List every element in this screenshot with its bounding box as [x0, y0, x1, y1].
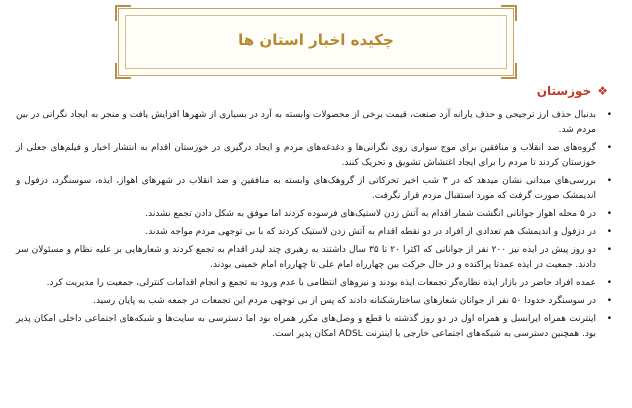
- list-item: [16, 174, 614, 204]
- list-item: [16, 108, 614, 138]
- bullet-icon: •: [606, 296, 612, 306]
- list-item-text: عمده افراد حاضر در بازار ایذه نظاره‌گر تجمعات ایذه بودند و نیروهای انتظامی با عدم ورود به تجمع و انجام اقدامات کنترلی، جمعیت را مدیریت کرد.: [46, 278, 596, 288]
- bullet-icon: •: [606, 314, 612, 324]
- list-item-text: دو روز پیش در ایذه نیز ۲۰۰ نفر از جوانانی که اکثرا ۲۰ تا ۳۵ سال داشتند به رهبری چند لیدر اقدام به تجمع کردند و شعارهایی بر علیه نظام و مسئولان سر دادند. جمعیت در ایذه عمدتا پراکنده و در حال حرکت بین چهارراه امام علی تا چهارراه امام خمینی بودند.: [16, 245, 596, 270]
- list-item-text: در دزفول و اندیمشک هم تعدادی از افراد در دو نقطه اقدام به آتش زدن لاستیک کردند که با بی توجهی مردم مواجه شدند.: [145, 227, 596, 237]
- section-heading-label: خوزستان: [536, 84, 592, 98]
- bullet-icon: •: [606, 278, 612, 288]
- bullet-icon: •: [606, 209, 612, 219]
- frame-corner-ornament: [501, 5, 517, 21]
- list-item: [16, 141, 614, 171]
- news-list: [16, 108, 614, 345]
- list-item: [16, 312, 614, 342]
- frame-corner-ornament: [115, 63, 131, 79]
- frame-corner-ornament: [115, 5, 131, 21]
- list-item-text: بررسی‌های میدانی نشان میدهد که در ۳ شب اخیر تحرکاتی از گروهک‌های وابسته به منافقین و ضد انقلاب در شهرهای اهواز، ایذه، سوسنگرد، دزفول و اندیمشک صورت گرفت که مورد استقبال مردم قرار نگرفت.: [16, 176, 596, 201]
- list-item: [16, 276, 614, 291]
- diamond-bullet-icon: ❖: [597, 84, 608, 98]
- section-heading: [537, 84, 608, 98]
- list-item-text: گروه‌های ضد انقلاب و منافقین برای موج سواری روی نگرانی‌ها و دغدغه‌های مردم و ایجاد درگیری در خوزستان اقدام به انتشار اخبار و فیلم‌های جعلی از خوزستان کردند تا مردم را برای ایجاد اغتشاش تشویق و تحریک کنند.: [16, 143, 596, 168]
- title-frame: [118, 8, 514, 76]
- bullet-icon: •: [606, 110, 612, 120]
- list-item: [16, 294, 614, 309]
- list-item: [16, 207, 614, 222]
- list-item: [16, 225, 614, 240]
- list-item-text: در سوسنگرد حدودا ۵۰ نفر از جوانان شعارهای ساختارشکنانه دادند که پس از بی توجهی مردم این تجمعات در جمعه شب به پایان رسید.: [93, 296, 596, 306]
- bullet-icon: •: [606, 245, 612, 255]
- list-item-text: در ۵ محله اهواز جوانانی انگشت شمار اقدام به آتش زدن لاستیک‌های فرسوده کردند اما موفق به شکل دادن تجمع نشدند.: [145, 209, 596, 219]
- bullet-icon: •: [606, 227, 612, 237]
- bullet-icon: •: [606, 176, 612, 186]
- list-item: [16, 243, 614, 273]
- bullet-icon: •: [606, 143, 612, 153]
- list-item-text: بدنبال حذف ارز ترجیحی و حذف یارانه آرد صنعت، قیمت برخی از محصولات وابسته به آرد در بسیاری از شهرها افزایش یافت و منجر به ایجاد نگرانی در بین مردم شد.: [16, 110, 596, 135]
- frame-corner-ornament: [501, 63, 517, 79]
- list-item-text: اینترنت همراه ایرانسل و همراه اول در دو روز گذشته با قطع و وصل‌های مکرر همراه بود اما دسترسی به سایت‌ها و شبکه‌های اجتماعی داخلی امکان پذیر بود. همچنین دسترسی به شبکه‌های اجتماعی خارجی با اینترنت ADSL امکان پذیر است.: [16, 314, 596, 339]
- page-title: چکیده اخبار استان ها: [238, 31, 394, 49]
